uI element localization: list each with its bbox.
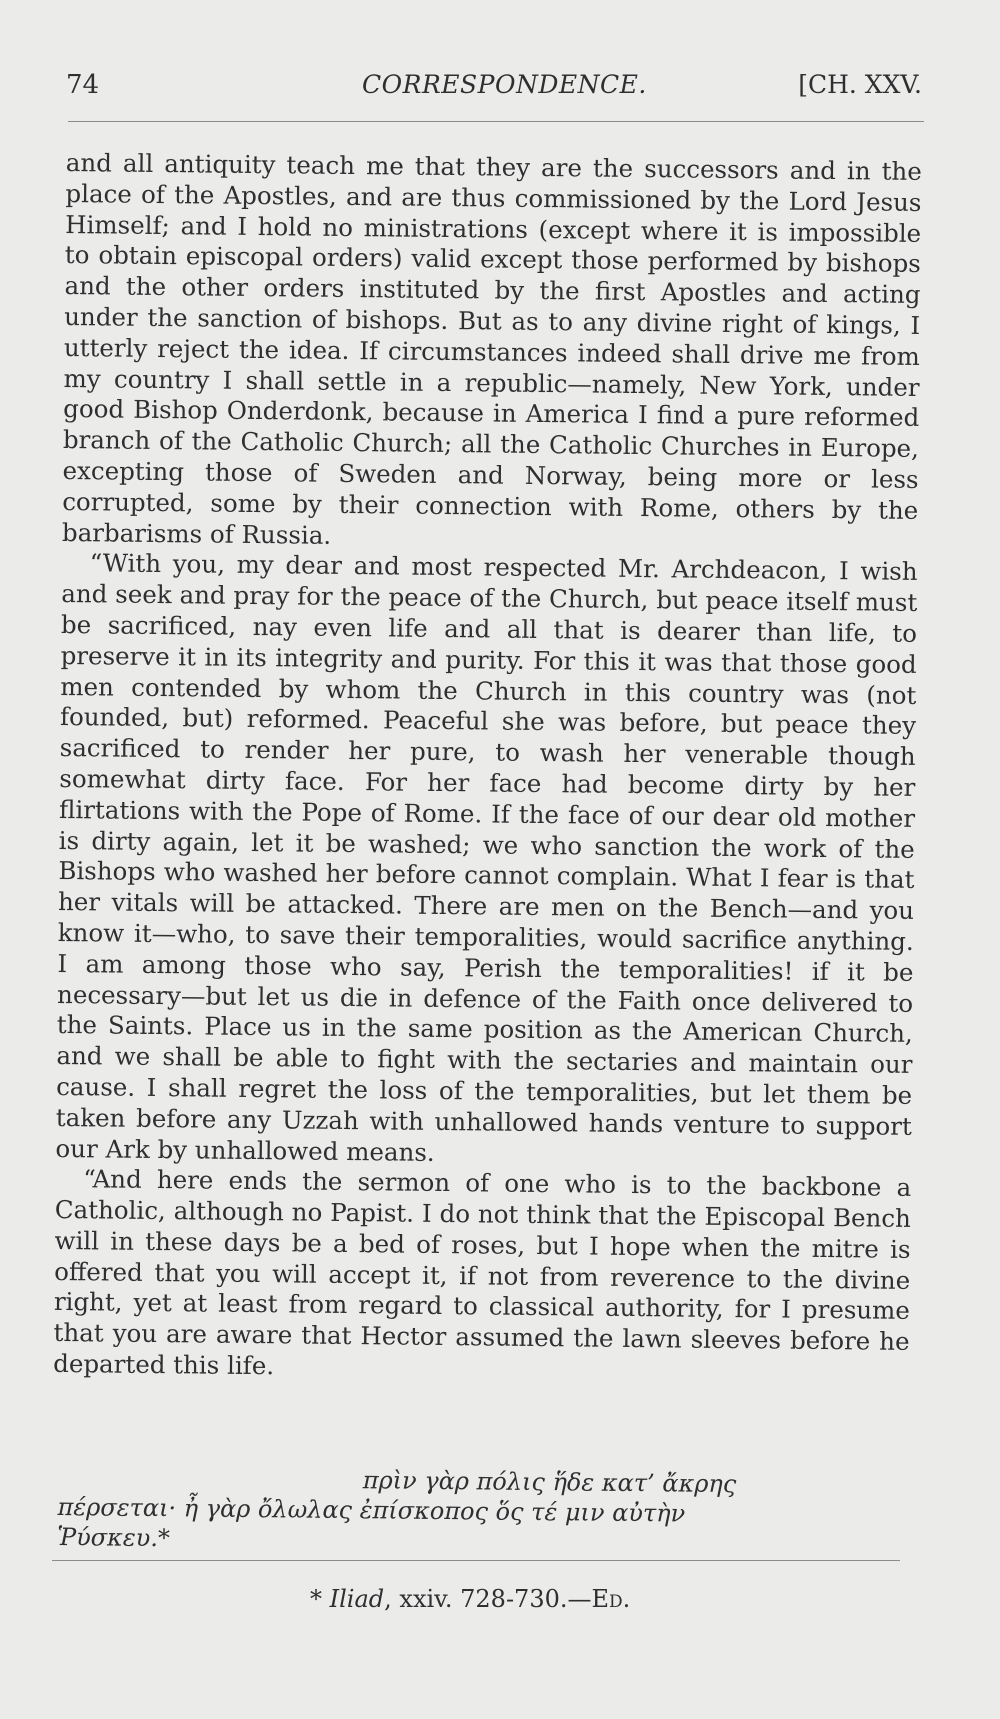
footnote: [310, 1585, 810, 1613]
header-rule: [68, 121, 924, 122]
greek-line-2: πέρσεται· ἦ γὰρ ὄλωλας ἐπίσκοπος ὅς τέ μιν αὐτὴν: [57, 1492, 686, 1528]
footnote-work-title: Iliad: [329, 1585, 385, 1613]
paragraph-sermon-end: “And here ends the sermon of one who is to the backbone a Catholic, although no Papist. I do not think that the Episcopal Bench will in these days be a bed of roses, but I hope when the mitre is offered that you will accept it, if not from reverence to the divine right, yet at least from regard to classical authority, for I presume that you are aware that Hector assumed the lawn sleeves before he departed this life.: [53, 1164, 912, 1381]
footnote-reference: , xxiv. 728-730.—: [384, 1585, 592, 1613]
letter-text: [53, 148, 922, 1389]
greek-line-3: Ῥύσκευ.*: [57, 1522, 171, 1553]
greek-line-1: πρὶν γὰρ πόλις ἥδε κατ’ ἄκρης: [362, 1466, 737, 1499]
running-title: CORRESPONDENCE.: [362, 70, 647, 99]
paragraph-church-peace: “With you, my dear and most respected Mr. Archdeacon, I wish and seek and pray for the peace of the Church, but peace itself must be sacrificed, nay even life and all that is dearer than life, to preserve it in its integrity and purity. For this it was that those good men contended by whom the Church in this country was (not founded, but) reformed. Peaceful she was before, but peace they sacrificed to render her pure, to wash her venerable though somewhat dirty face. For her face had become dirty by her flirtations with the Pope of Rome. If the face of our dear old mother is dirty again, let it be washed; we who sanction the work of the Bishops who washed her before cannot complain. What I fear is that her vitals will be attacked. There are men on the Bench—and you know it—who, to save their temporalities, would sacrifice anything. I am among those who say, Perish the temporalities! if it be necessary—but let us die in defence of the Faith once delivered to the Saints. Place us in the same position as the American Church, and we shall be able to fight with the sectaries and maintain our cause. I shall regret the loss of the temporalities, but let them be taken before any Uzzah with unhallowed hands venture to support our Ark by unhallowed means.: [55, 548, 918, 1167]
greek-quotation: [57, 1462, 908, 1561]
footnote-rule: [52, 1560, 900, 1561]
page-header: [66, 70, 922, 110]
page-number: 74: [66, 70, 100, 100]
footnote-marker: *: [310, 1585, 322, 1613]
footnote-editor: Ed.: [591, 1585, 631, 1613]
paragraph-continuation: and all antiquity teach me that they are the successors and in the place of the Apostles, and are thus commissioned by the Lord Jesus Himself; and I hold no ministrations (except where it is impossible to obtain episcopal orders) valid except those performed by bishops and the other orders instituted by the first Apostles and acting under the sanction of bishops. But as to any divine right of kings, I utterly reject the idea. If circumstances indeed shall drive me from my country I shall settle in a republic—namely, New York, under good Bishop Onderdonk, because in America I find a pure reformed branch of the Catholic Church; all the Catholic Churches in Europe, excepting those of Sweden and Norway, being more or less corrupted, some by their connection with Rome, others by the barbarisms of Russia.: [61, 148, 922, 550]
chapter-reference: [CH. XXV.: [798, 70, 922, 99]
